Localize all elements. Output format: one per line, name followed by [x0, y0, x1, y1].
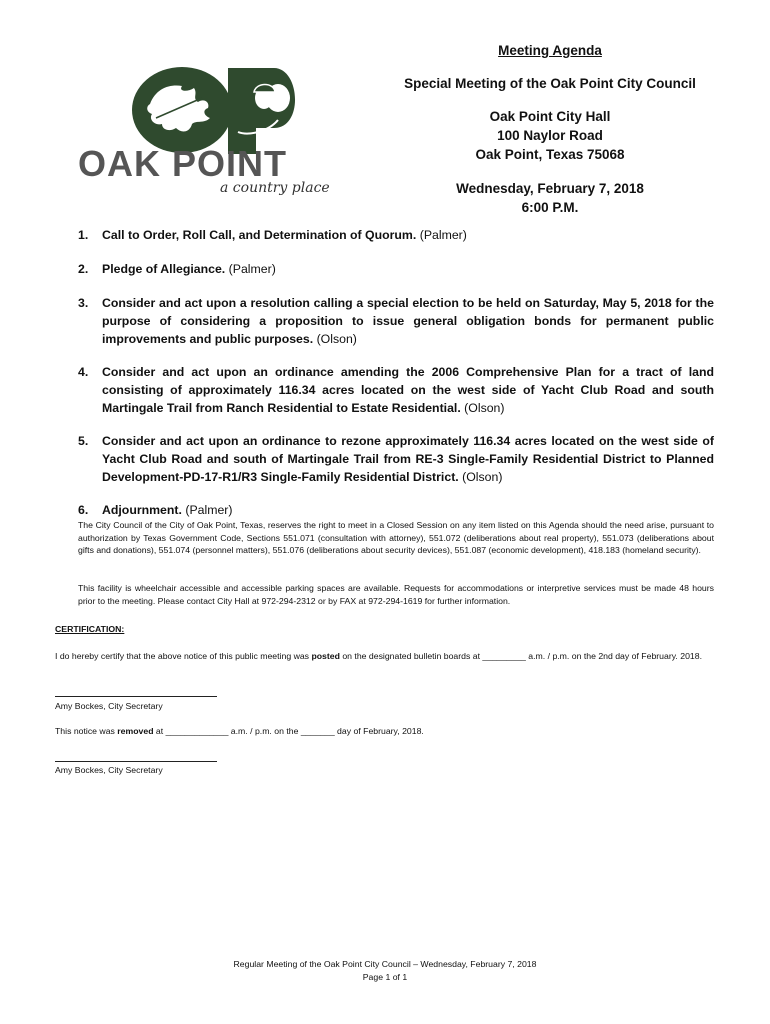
agenda-item [78, 501, 714, 519]
venue-street: 100 Naylor Road [497, 128, 603, 143]
item-number: 5. [78, 434, 89, 448]
item-number: 2. [78, 262, 89, 276]
item-number: 1. [78, 228, 89, 242]
item-presenter: (Olson) [462, 470, 503, 484]
removed-text-pre: This notice was [55, 726, 118, 736]
signature-line-2 [55, 761, 217, 762]
certification-heading: CERTIFICATION: [55, 624, 125, 634]
signer-1: Amy Bockes, City Secretary [55, 701, 163, 711]
meeting-time: 6:00 P.M. [521, 200, 579, 215]
signer-2: Amy Bockes, City Secretary [55, 765, 163, 775]
posted-text-pre: I do hereby certify that the above notice of this public meeting was [55, 651, 312, 661]
accessibility-notice: This facility is wheelchair accessible and accessible parking spaces are available. Requests for accommodations or interpretive services must be made 48 hours prior to the meeting. Please contact City Hall at 972-294-2312 or by FAX at 972-294-1619 for further information. [78, 583, 714, 606]
item-number: 4. [78, 365, 89, 379]
closed-session-notice: The City Council of the City of Oak Point, Texas, reserves the right to meet in a Closed Session on any item listed on this Agenda should the need arise, pursuant to authorization by Texas Government Code, Sections 551.071 (consultation with attorney), 551.072 (deliberations about real property), 551.073 (deliberations about gifts and donations), 551.074 (personnel matters), 551.076 (deliberations about security devices), 551.087 (economic development), 418.183 (homeland security). [78, 520, 714, 555]
item-text: Pledge of Allegiance. [102, 262, 226, 276]
item-number: 6. [78, 503, 89, 517]
agenda-item [78, 226, 714, 244]
footer-meeting-line: Regular Meeting of the Oak Point City Council – Wednesday, February 7, 2018 [233, 959, 537, 969]
agenda-item [78, 363, 714, 417]
posted-text-post: on the designated bulletin boards at _________ a.m. / p.m. on the 2nd day of February. 2018. [339, 651, 702, 661]
agenda-item [78, 294, 714, 348]
item-presenter: (Palmer) [419, 228, 467, 242]
logo-p-shape [228, 68, 295, 154]
venue-name: Oak Point City Hall [489, 109, 611, 124]
item-text: Consider and act upon an ordinance to rezone approximately 116.34 acres located on the west side of Yacht Club Road and south of Martingale Trail from RE-3 Single-Family Residential District to Planned Development-PD-17-R1/R3 Single-Family Residential District. [102, 434, 714, 484]
item-presenter: (Palmer) [228, 262, 276, 276]
logo-wordmark: OAK POINT [78, 143, 288, 184]
item-text: Adjournment. [102, 503, 182, 517]
item-presenter: (Palmer) [185, 503, 233, 517]
posted-statement [55, 650, 714, 663]
agenda-item [78, 432, 714, 486]
agenda-title: Meeting Agenda [498, 43, 602, 58]
logo-tagline: a country place [220, 180, 330, 196]
signature-line-1 [55, 696, 217, 697]
item-text: Consider and act upon an ordinance amending the 2006 Comprehensive Plan for a tract of land consisting of approximately 116.34 acres located on the west side of Yacht Club Road and south Martingale Trail from Ranch Residential to Estate Residential. [102, 365, 714, 415]
item-presenter: (Olson) [464, 401, 505, 415]
agenda-item [78, 260, 714, 278]
item-text: Consider and act upon a resolution calling a special election to be held on Saturday, May 5, 2018 for the purpose of considering a proposition to issue general obligation bonds for permanent public improvements and public purposes. [102, 296, 714, 346]
item-presenter: (Olson) [316, 332, 357, 346]
removed-text-post: at _____________ a.m. / p.m. on the _______ day of February, 2018. [153, 726, 424, 736]
item-number: 3. [78, 296, 89, 310]
venue-city: Oak Point, Texas 75068 [475, 147, 625, 162]
removed-keyword: removed [117, 726, 154, 736]
page-number: Page 1 of 1 [362, 972, 408, 982]
removed-statement [55, 725, 424, 738]
meeting-subtitle: Special Meeting of the Oak Point City Council [404, 76, 696, 91]
meeting-date: Wednesday, February 7, 2018 [456, 181, 644, 196]
posted-keyword: posted [311, 651, 340, 661]
oak-point-logo [78, 62, 344, 196]
item-text: Call to Order, Roll Call, and Determination of Quorum. [102, 228, 417, 242]
